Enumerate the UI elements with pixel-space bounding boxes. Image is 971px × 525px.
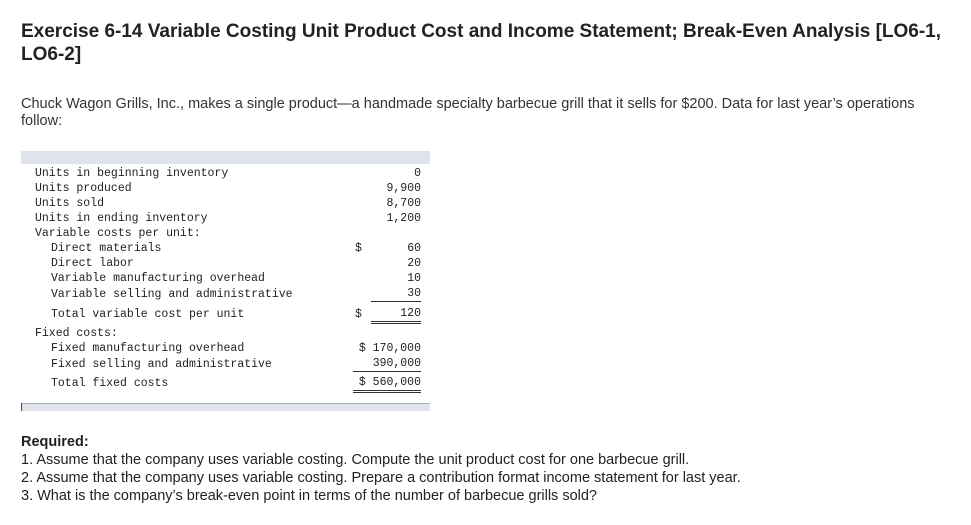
required-item-2: 2. Assume that the company uses variable costing. Prepare a contribution format income statement for last year. [21,470,741,486]
table-row-var-mfg-overhead [21,271,430,286]
row-label: Direct labor [51,257,134,270]
data-table [21,151,430,411]
row-value: 30 [371,287,421,302]
table-row-variable-header [21,226,430,241]
row-label: Variable manufacturing overhead [51,272,265,285]
row-value: 120 [371,307,421,324]
section-header: Variable costs per unit: [35,227,201,240]
table-top-band [21,151,430,164]
required-item-3: 3. What is the company’s break-even point in terms of the number of barbecue grills sold? [21,488,597,504]
table-row-total-variable [21,307,430,322]
row-label: Total fixed costs [51,377,169,390]
table-row-units-sold [21,196,430,211]
section-header: Fixed costs: [35,327,118,340]
currency-symbol: $ [355,308,362,321]
row-value: 390,000 [353,357,421,372]
row-value: 0 [414,167,421,180]
required-item-1: 1. Assume that the company uses variable costing. Compute the unit product cost for one barbecue grill. [21,452,690,468]
row-label: Fixed selling and administrative [51,358,272,371]
table-row-units-produced [21,181,430,196]
table-bottom-tick [21,403,22,411]
table-row-total-fixed [21,376,430,391]
table-row-direct-labor [21,256,430,271]
row-value: 1,200 [386,212,421,225]
table-row-fixed-mfg-overhead [21,341,430,356]
row-value: 60 [407,242,421,255]
row-value: $ 170,000 [358,342,421,355]
table-row-fixed-header [21,326,430,341]
row-value: $ 560,000 [353,376,421,393]
row-label: Fixed manufacturing overhead [51,342,245,355]
table-row-units-ending [21,211,430,226]
table-row-fixed-selling-admin [21,357,430,372]
row-label: Units produced [35,182,132,195]
row-value: 9,900 [386,182,421,195]
exercise-intro: Chuck Wagon Grills, Inc., makes a single product—a handmade specialty barbecue grill that it sells for $200. Data for last year’s operations follow: [21,96,915,129]
row-value: 20 [407,257,421,270]
exercise-title: Exercise 6-14 Variable Costing Unit Product Cost and Income Statement; Break-Even Analysis [LO6-1, LO6-2] [21,21,942,65]
table-row-units-beginning [21,166,430,181]
table-bottom-band [21,403,430,411]
row-label: Variable selling and administrative [51,288,293,301]
table-row-var-selling-admin [21,287,430,302]
row-label: Direct materials [51,242,162,255]
currency-symbol: $ [355,242,362,255]
row-label: Units in beginning inventory [35,167,229,180]
row-value: 8,700 [386,197,421,210]
row-label: Units sold [35,197,105,210]
row-label: Total variable cost per unit [51,308,245,321]
required-heading: Required: [21,434,89,450]
row-label: Units in ending inventory [35,212,208,225]
row-value: 10 [407,272,421,285]
required-section [21,433,951,505]
table-row-direct-materials [21,241,430,256]
